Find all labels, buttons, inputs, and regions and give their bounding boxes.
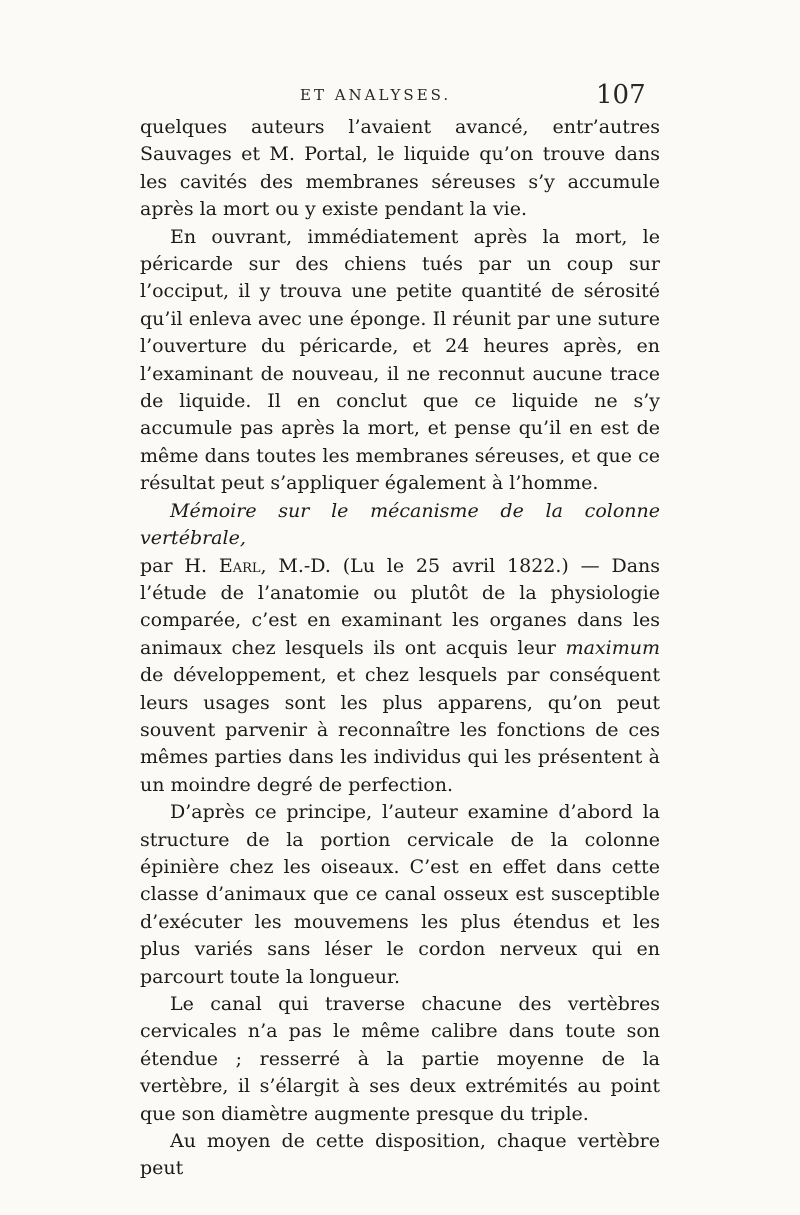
paragraph: En ouvrant, immédiatement après la mort, le péricarde sur des chiens tués par un coup sur l’occiput, il y trouva une petite quantité de sérosité qu’il enleva avec une éponge. Il réunit par une suture l’ouverture du péricarde, et 24 heures après, en l’examinant de nouveau, il ne reconnut aucune trace de liquide. Il en conclut que ce liquide ne s’y accumule pas après la mort, et pense qu’il en est de même dans toutes les membranes séreuses, et que ce résultat peut s’appliquer également à l’homme. [140, 225, 660, 495]
body-text [140, 114, 660, 1183]
memoire-title: Mémoire sur le mécanisme de la colonne vertébrale, [140, 499, 660, 550]
paragraph: Au moyen de cette disposition, chaque vertèbre peut [140, 1130, 660, 1180]
paragraph: Le canal qui traverse chacune des vertèbres cervicales n’a pas le même calibre dans toute son étendue ; resserré à la partie moyenne de la vertèbre, il s’élargit à ses deux extrémités au point que son diamètre augmente presque du triple. [140, 993, 660, 1125]
running-head: ET ANALYSES. [300, 86, 452, 104]
paragraph-rest: de développement, et chez lesquels par conséquent leurs usages sont les plus apparens, qu’on peut souvent parvenir à reconnaître les fonctions de ces mêmes parties dans les individus qui les présentent à un moindre degré de perfection. [140, 664, 660, 796]
page-number: 107 [596, 80, 646, 110]
emphasis-word: maximum [565, 636, 660, 659]
paragraph: D’après ce principe, l’auteur examine d’abord la structure de la portion cervicale de la colonne épinière chez les oiseaux. C’est en effet dans cette classe d’animaux que ce canal osseux est susceptible d’exécuter les mouvemens les plus étendus et les plus variés sans léser le cordon nerveux qui en parcourt toute la longueur. [140, 801, 660, 988]
author-prefix: par H. [140, 554, 219, 577]
paragraph-memoire [140, 498, 660, 799]
author-suffix: , M.-D. (Lu le 25 avril 1822.) — Dans l’étude de l’anatomie ou plutôt de la physiologie comparée, c’est en examinant les organes dans les animaux chez lesquels ils ont acquis leur [140, 554, 661, 659]
paragraph-continued: quelques auteurs l’avaient avancé, entr’autres Sauvages et M. Portal, le liquide qu’on trouve dans les cavités des membranes séreuses s’y accumule après la mort ou y existe pendant la vie. [140, 116, 660, 221]
author-name: Earl [218, 554, 261, 577]
